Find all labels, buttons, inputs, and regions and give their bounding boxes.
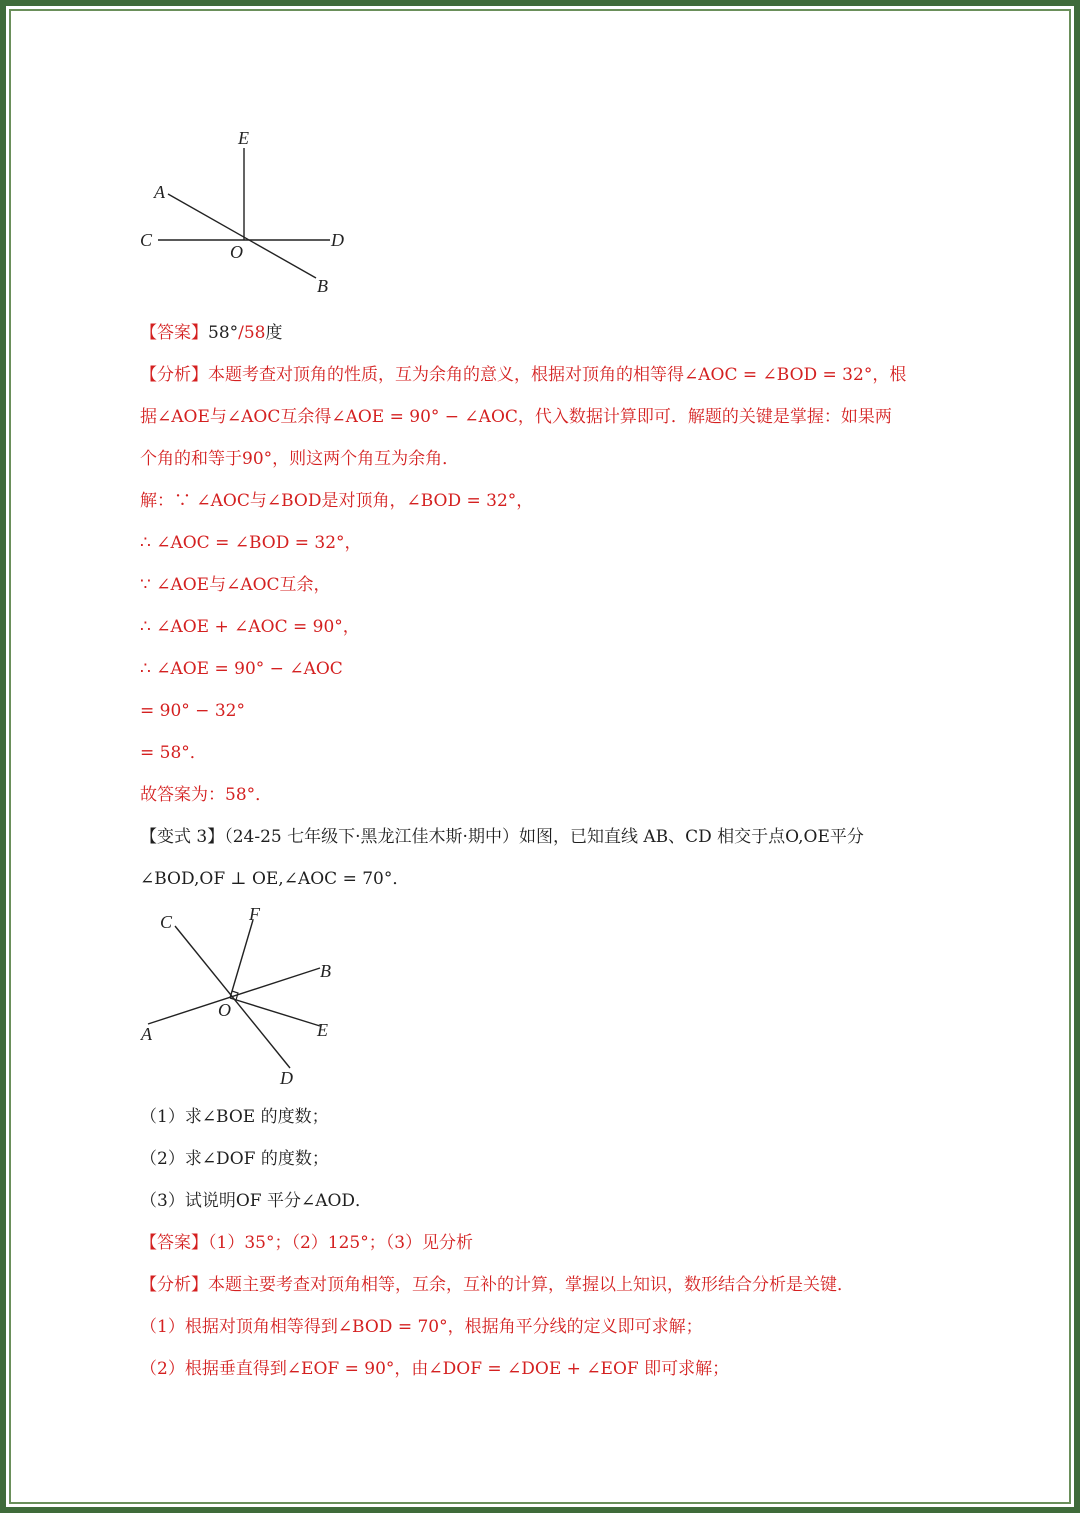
analysis-2-line-1 (140, 1274, 854, 1296)
question-3: （3）试说明OF 平分∠AOD． (140, 1191, 373, 1211)
figure-1-diagram (130, 120, 370, 300)
analysis-tag: 【分析】 (140, 365, 208, 385)
label-C: C (140, 230, 153, 250)
solution-step-2: ∴ ∠AOC = ∠BOD = 32°， (140, 533, 362, 553)
answer-value: （1）35°；（2）125°；（3）见分析 (208, 1233, 474, 1253)
variant-text: 如图，已知直线 AB、CD 相交于点O,OE平分 (518, 827, 864, 847)
label-A: A (141, 1024, 152, 1044)
analysis-1-line-1 (140, 364, 906, 386)
analysis-text: 本题主要考查对顶角相等，互余，互补的计算，掌握以上知识，数形结合分析是关键． (208, 1275, 854, 1295)
answer-tag: 【答案】 (140, 323, 208, 343)
answer-2 (140, 1232, 473, 1254)
line-AB (168, 194, 316, 278)
solution-step-6: = 90° − 32° (140, 701, 245, 721)
label-O: O (230, 242, 243, 262)
variant-tag: 【变式 3】 (140, 827, 225, 847)
analysis-2-line-3: （2）根据垂直得到∠EOF = 90°，由∠DOF = ∠DOE + ∠EOF 即可求解； (140, 1359, 730, 1379)
answer-tag: 【答案】 (140, 1233, 208, 1253)
analysis-1-line-3: 个角的和等于90°，则这两个角互为余角． (140, 449, 460, 469)
answer-alt: /58 (238, 323, 266, 343)
solution-step-4: ∴ ∠AOE + ∠AOC = 90°， (140, 617, 360, 637)
answer-value: 58° (208, 323, 239, 343)
question-1: （1）求∠BOE 的度数； (140, 1107, 329, 1127)
ray-OF (230, 920, 253, 998)
analysis-1-line-2: 据∠AOE与∠AOC互余得∠AOE = 90° − ∠AOC，代入数据计算即可．解题的关键是掌握：如果两 (140, 407, 892, 427)
ray-OE (230, 998, 320, 1026)
label-A: A (154, 182, 165, 202)
variant-3-line-2: ∠BOD,OF ⊥ OE,∠AOC = 70°． (140, 869, 410, 889)
label-B: B (317, 276, 328, 296)
answer-1 (140, 322, 283, 344)
analysis-text: 本题考查对顶角的性质，互为余角的意义，根据对顶角的相等得∠AOC = ∠BOD = 32°，根 (208, 365, 907, 385)
label-F: F (249, 904, 260, 924)
line-CD (175, 926, 290, 1068)
question-2: （2）求∠DOF 的度数； (140, 1149, 329, 1169)
solution-step-3: ∵ ∠AOE与∠AOC互余， (140, 575, 331, 595)
label-E: E (238, 128, 249, 148)
analysis-2-line-2: （1）根据对顶角相等得到∠BOD = 70°，根据角平分线的定义即可求解； (140, 1317, 703, 1337)
label-C: C (160, 912, 173, 932)
answer-unit: 度 (265, 323, 283, 343)
solution-step-7: = 58°． (140, 743, 207, 763)
variant-source: （24-25 七年级下·黑龙江佳木斯·期中） (224, 827, 519, 847)
label-B: B (320, 961, 331, 981)
label-O: O (218, 1000, 231, 1020)
figure-2-diagram (130, 898, 360, 1093)
solution-step-8: 故答案为：58°． (140, 785, 273, 805)
label-E: E (317, 1020, 328, 1040)
solution-step-5: ∴ ∠AOE = 90° − ∠AOC (140, 659, 343, 679)
solution-step-1: 解：∵ ∠AOC与∠BOD是对顶角，∠BOD = 32°， (140, 491, 534, 511)
label-D: D (280, 1068, 293, 1088)
analysis-tag: 【分析】 (140, 1275, 208, 1295)
line-AB (148, 968, 320, 1024)
label-D: D (331, 230, 344, 250)
variant-3-line-1 (140, 826, 864, 848)
